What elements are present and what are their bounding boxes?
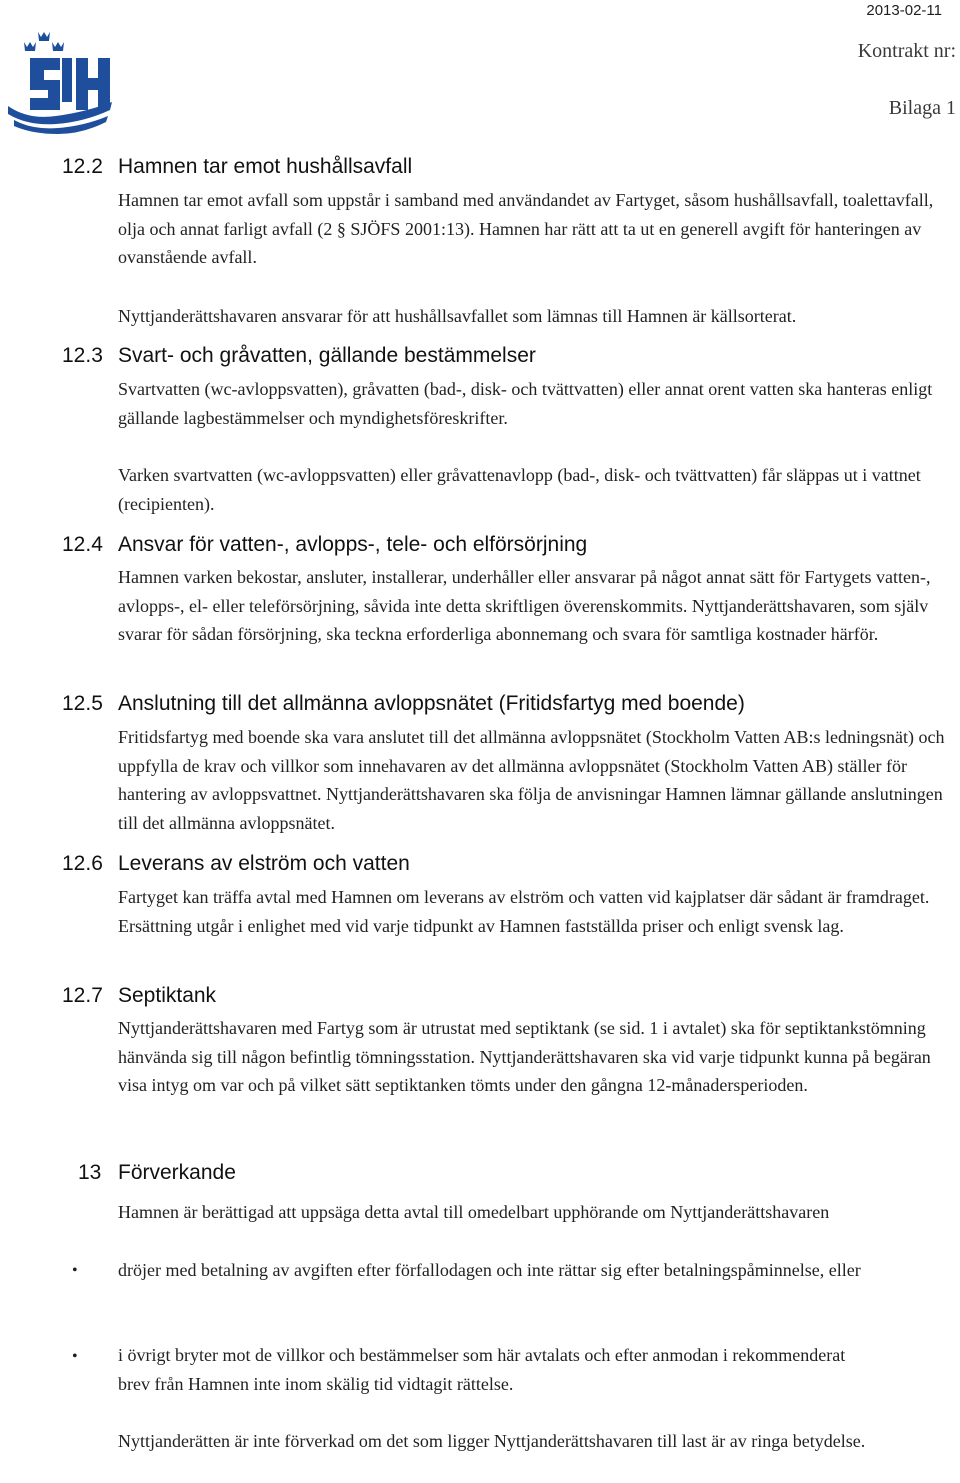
- section-heading-13: [78, 1160, 236, 1186]
- section-heading-12-2: [62, 154, 412, 180]
- bullet-marker: •: [72, 1262, 78, 1279]
- section-title: Förverkande: [118, 1161, 236, 1184]
- section-title: Ansvar för vatten-, avlopps-, tele- och elförsörjning: [118, 533, 588, 556]
- section-number: 12.6: [62, 852, 103, 875]
- paragraph: Nyttjanderättshavaren med Fartyg som är utrustat med septiktank (se sid. 1 i avtalet) ska för septiktankstömning hänvända sig till någon befintlig tömningsstation. Nyttjanderättshavaren ska vid varje tidpunkt kunna på begäran visa intyg om var och på vilket sätt septiktanken tömts under den gångna 12-månadersperioden.: [118, 1018, 931, 1095]
- list-item: dröjer med betalning av avgiften efter förfallodagen och inte rättar sig efter betalningspåminnelse, eller: [118, 1260, 861, 1280]
- list-item: i övrigt bryter mot de villkor och bestämmelser som här avtalats och efter anmodan i rekommenderat brev från Hamnen inte inom skälig tid vidtagit rättelse.: [118, 1345, 846, 1394]
- contract-number-label: Kontrakt nr:: [857, 40, 956, 62]
- section-number: 12.7: [62, 984, 103, 1007]
- document-date: 2013-02-11: [866, 2, 942, 19]
- paragraph: Hamnen är berättigad att uppsäga detta avtal till omedelbart upphörande om Nyttjanderättshavaren: [118, 1202, 830, 1222]
- section-number: 12.2: [62, 155, 103, 178]
- section-number: 12.3: [62, 344, 103, 367]
- section-number: 13: [78, 1161, 102, 1184]
- section-heading-12-7: [62, 983, 216, 1009]
- section-title: Hamnen tar emot hushållsavfall: [118, 155, 413, 178]
- section-title: Svart- och gråvatten, gällande bestämmelser: [118, 344, 536, 367]
- paragraph: Fartyget kan träffa avtal med Hamnen om leverans av elström och vatten vid kajplatser där sådant är framdraget. Ersättning utgår i enlighet med vid varje tidpunkt av Hamnen fastställda priser och enligt svensk lag.: [118, 887, 930, 936]
- section-number: 12.5: [62, 692, 103, 715]
- paragraph: Hamnen varken bekostar, ansluter, installerar, underhåller eller ansvarar på något annat sätt för Fartygets vatten-, avlopps-, el- eller teleförsörjning, såvida inte detta skriftligen överenskommits. Nyttjanderättshavaren, som själv svarar för sådan försörjning, ska teckna erforderliga abonnemang och svara för samtliga kostnader härför.: [118, 567, 931, 644]
- bullet-marker: •: [72, 1348, 78, 1365]
- section-title: Anslutning till det allmänna avloppsnätet (Fritidsfartyg med boende): [118, 692, 745, 715]
- harbour-logo: [0, 28, 118, 138]
- section-heading-12-4: [62, 532, 587, 558]
- section-heading-12-6: [62, 851, 410, 877]
- paragraph: Svartvatten (wc-avloppsvatten), gråvatten (bad-, disk- och tvättvatten) eller annat orent vatten ska hanteras enligt gällande lagbestämmelser och myndighetsföreskrifter.: [118, 379, 933, 428]
- section-title: Leverans av elström och vatten: [118, 852, 410, 875]
- appendix-label: Bilaga 1: [888, 97, 956, 119]
- section-title: Septiktank: [118, 984, 217, 1007]
- paragraph: Varken svartvatten (wc-avloppsvatten) eller gråvattenavlopp (bad-, disk- och tvättvatten) får släppas ut i vattnet (recipienten).: [118, 465, 921, 514]
- section-heading-12-5: [62, 691, 745, 717]
- paragraph: Nyttjanderätten är inte förverkad om det som ligger Nyttjanderättshavaren till last är av ringa betydelse.: [118, 1431, 866, 1451]
- paragraph: Fritidsfartyg med boende ska vara anslutet till det allmänna avloppsnätet (Stockholm Vatten AB:s ledningsnät) och uppfylla de krav och villkor som innehavaren av det allmänna avloppsnätet (Stockholm Vatten AB) ställer för hantering av avloppsvattnet. Nyttjanderättshavaren ska följa de anvisningar Hamnen lämnar gällande anslutningen till det allmänna avloppsnätet.: [118, 727, 945, 833]
- paragraph: Nyttjanderättshavaren ansvarar för att hushållsavfallet som lämnas till Hamnen är källsorterat.: [118, 306, 797, 326]
- section-number: 12.4: [62, 533, 103, 556]
- section-heading-12-3: [62, 343, 536, 369]
- paragraph: Hamnen tar emot avfall som uppstår i samband med användandet av Fartyget, såsom hushållsavfall, toalettavfall, olja och annat farligt avfall (2 § SJÖFS 2001:13). Hamnen har rätt att ta ut en generell avgift för hanteringen av ovanstående avfall.: [118, 190, 934, 267]
